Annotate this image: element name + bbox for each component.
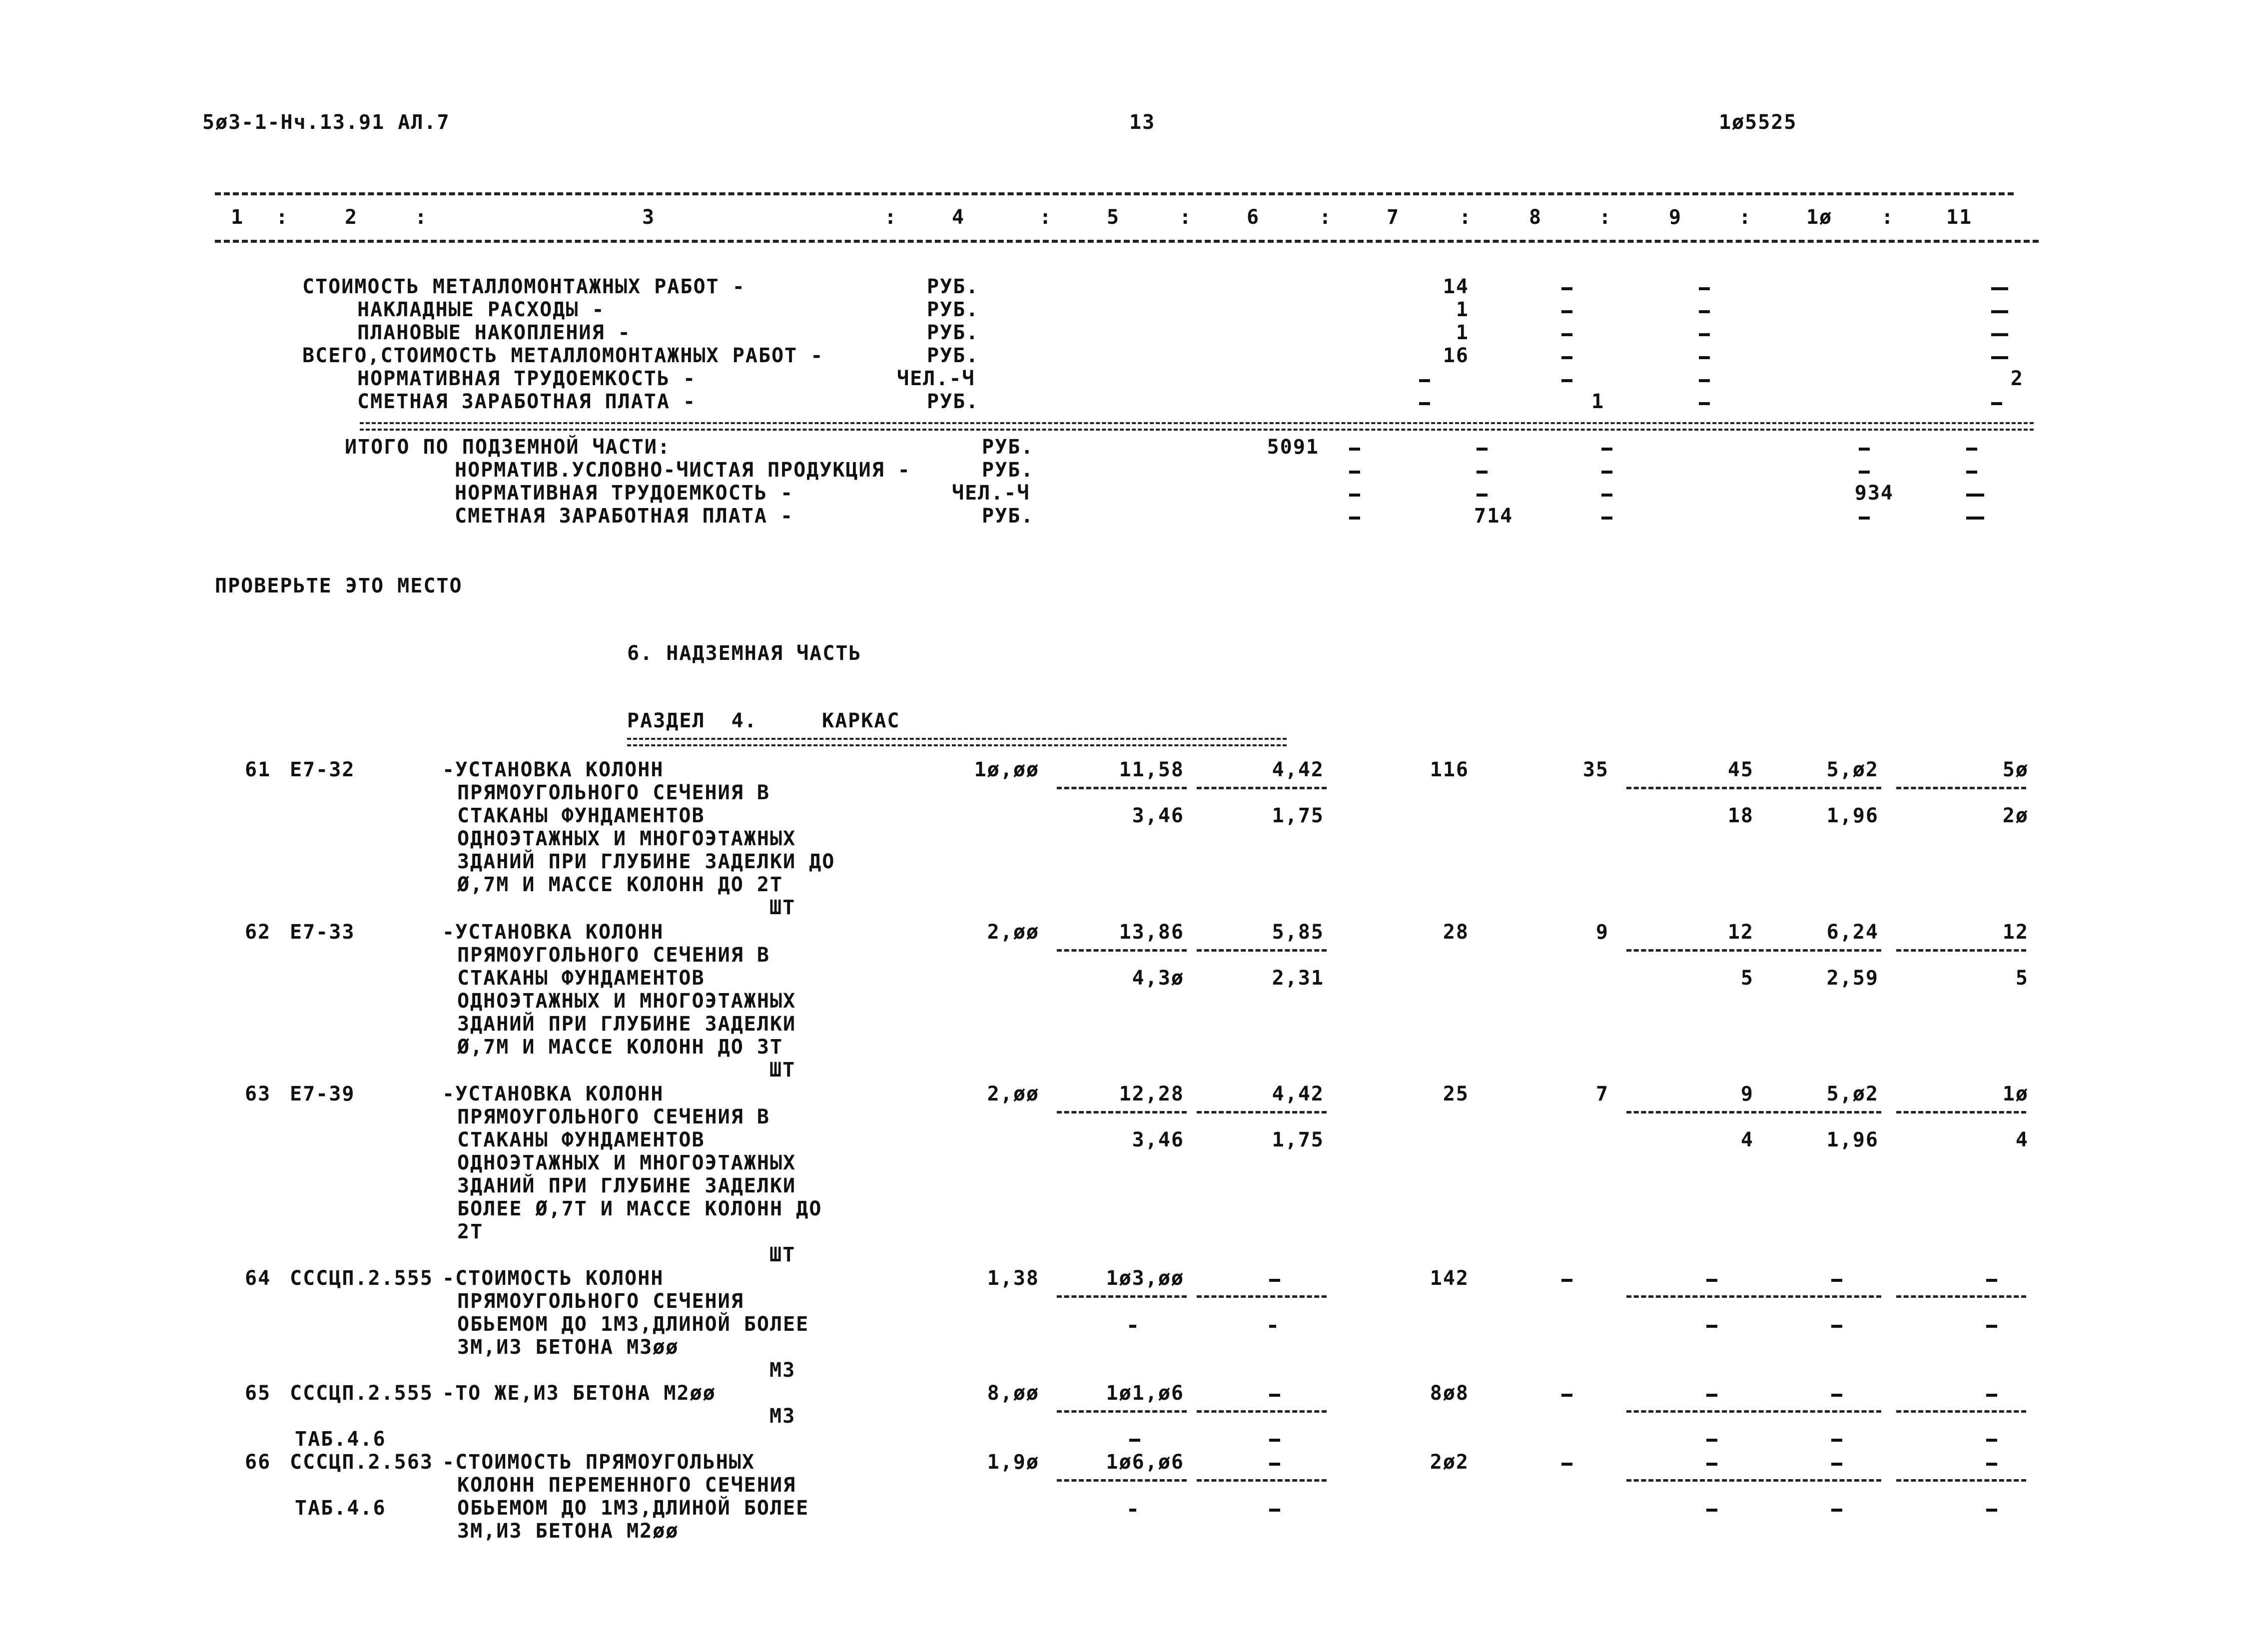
fraction-line: [1751, 949, 1881, 952]
item-c6: 5,85: [1272, 921, 1324, 944]
fraction-line: [1057, 1479, 1187, 1482]
fraction-line: [1197, 1410, 1327, 1413]
fraction-line: [1896, 1295, 2026, 1298]
item-desc-line: 3М,ИЗ БЕТОНА М2øø: [457, 1520, 679, 1543]
total-row-value: 714: [1474, 505, 1513, 528]
item-c6: 4,42: [1272, 1083, 1324, 1105]
section-number: РАЗДЕЛ 4.: [627, 709, 757, 732]
fraction-line: [1197, 787, 1327, 789]
metal-row-value: 1: [1456, 298, 1469, 321]
item-unit: М3: [769, 1359, 796, 1382]
item-c8: 9: [1595, 921, 1609, 944]
fraction-line: [1896, 787, 2026, 789]
item-c11: 1ø: [2002, 1083, 2029, 1105]
total-row-label: НОРМАТИВНАЯ ТРУДОЕМКОСТЬ -: [455, 482, 794, 505]
item-desc-line: ПРЯМОУГОЛЬНОГО СЕЧЕНИЯ В: [457, 944, 770, 967]
item-c5: 1ø1,ø6: [1106, 1382, 1184, 1405]
fraction-line: [1057, 1295, 1187, 1298]
item-desc-line: -УСТАНОВКА КОЛОНН: [442, 921, 664, 944]
total-row-unit: РУБ.: [982, 505, 1034, 528]
col-1: 1: [231, 206, 244, 229]
item-desc-line: ПРЯМОУГОЛЬНОГО СЕЧЕНИЯ: [457, 1290, 744, 1313]
col-sep: :: [1459, 206, 1473, 229]
item-desc-line: -СТОИМОСТЬ КОЛОНН: [442, 1267, 664, 1290]
item-desc-line: Ø,7М И МАССЕ КОЛОНН ДО 3Т: [457, 1036, 783, 1059]
fraction-line: [1896, 949, 2026, 952]
item-code: СССЦП.2.555: [290, 1382, 433, 1405]
fraction-line: [1057, 949, 1187, 952]
item-c5: 11,58: [1119, 758, 1184, 781]
fraction-line: [1197, 1295, 1327, 1298]
col-sep: :: [884, 206, 898, 229]
item-c8: 7: [1595, 1083, 1609, 1105]
section-rule: [627, 744, 1287, 746]
item-c5: 12,28: [1119, 1083, 1184, 1105]
item-desc-line: -УСТАНОВКА КОЛОНН: [442, 1083, 664, 1105]
document-code: 5ø3-1-Нч.13.91 АЛ.7: [202, 111, 450, 134]
metal-row-value: 1: [1591, 390, 1605, 413]
item-code: СССЦП.2.563: [290, 1451, 433, 1474]
table-reference: ТАБ.4.6: [295, 1428, 386, 1451]
metal-row-value: 14: [1443, 275, 1469, 298]
part-title: 6. НАДЗЕМНАЯ ЧАСТЬ: [627, 642, 862, 665]
item-c10: 5,ø2: [1826, 1083, 1879, 1105]
item-qty: 1,38: [987, 1267, 1039, 1290]
item-c7: 116: [1430, 758, 1469, 781]
fraction-line: [1626, 949, 1756, 952]
total-value: 5091: [1267, 436, 1319, 459]
item-unit: ШТ: [769, 1243, 796, 1266]
item-c7: 28: [1443, 921, 1469, 944]
table-reference: ТАБ.4.6: [295, 1497, 386, 1520]
col-4: 4: [952, 206, 965, 229]
item-qty: 2,øø: [987, 921, 1039, 944]
item-code: Е7-39: [290, 1083, 355, 1105]
item-desc-line: 3М,ИЗ БЕТОНА М3øø: [457, 1336, 679, 1359]
item-c9b: 5: [1740, 967, 1754, 990]
item-c5b: 4,3ø: [1132, 967, 1184, 990]
fraction-line: [1057, 1111, 1187, 1113]
col-7: 7: [1387, 206, 1400, 229]
col-8: 8: [1529, 206, 1542, 229]
header-rule-top: [215, 192, 2014, 195]
item-c10b: 2,59: [1826, 967, 1879, 990]
item-c10: 5,ø2: [1826, 758, 1879, 781]
item-number: 65: [245, 1382, 271, 1405]
col-sep: :: [415, 206, 428, 229]
metal-row-label: НАКЛАДНЫЕ РАСХОДЫ -: [357, 298, 605, 321]
col-sep: :: [1739, 206, 1752, 229]
col-sep: :: [276, 206, 289, 229]
item-c11b: 2ø: [2002, 804, 2029, 827]
item-code: СССЦП.2.555: [290, 1267, 433, 1290]
fraction-line: [1057, 1410, 1187, 1413]
item-desc-line: ЗДАНИЙ ПРИ ГЛУБИНЕ ЗАДЕЛКИ: [457, 1013, 796, 1036]
metal-row-unit: ЧЕЛ.-Ч: [897, 367, 975, 390]
item-c10b: 1,96: [1826, 1128, 1879, 1151]
item-c11b: 4: [2015, 1128, 2029, 1151]
item-c9: 12: [1727, 921, 1754, 944]
item-c6b: 2,31: [1272, 967, 1324, 990]
item-c7: 25: [1443, 1083, 1469, 1105]
subtotal-rule: [360, 429, 2034, 431]
item-desc-line: СТАКАНЫ ФУНДАМЕНТОВ: [457, 804, 705, 827]
fraction-line: [1057, 787, 1187, 789]
metal-row-label: ПЛАНОВЫЕ НАКОПЛЕНИЯ -: [357, 321, 631, 344]
item-unit: ШТ: [769, 896, 796, 919]
subtotal-rule: [360, 422, 2034, 424]
fraction-line: [1626, 1295, 1756, 1298]
item-c10: 6,24: [1826, 921, 1879, 944]
page-number: 13: [1129, 111, 1156, 134]
metal-row-value: 16: [1443, 344, 1469, 367]
col-sep: :: [1599, 206, 1612, 229]
item-desc-line: ПРЯМОУГОЛЬНОГО СЕЧЕНИЯ В: [457, 1105, 770, 1128]
item-desc-line: ОБЬЕМОМ ДО 1М3,ДЛИНОЙ БОЛЕЕ: [457, 1497, 809, 1520]
item-number: 62: [245, 921, 271, 944]
item-desc-line: СТАКАНЫ ФУНДАМЕНТОВ: [457, 1128, 705, 1151]
check-note: ПРОВЕРЬТЕ ЭТО МЕСТО: [215, 574, 463, 597]
header-rule-bottom: [215, 240, 2039, 243]
col-10: 1ø: [1806, 206, 1833, 229]
item-desc-line: ОБЬЕМОМ ДО 1М3,ДЛИНОЙ БОЛЕЕ: [457, 1313, 809, 1336]
fraction-line: [1751, 787, 1881, 789]
item-c9b: 4: [1740, 1128, 1754, 1151]
sheet-number: 1ø5525: [1719, 111, 1797, 134]
col-2: 2: [345, 206, 358, 229]
total-row-value: 934: [1854, 482, 1894, 505]
col-11: 11: [1946, 206, 1973, 229]
fraction-line: [1197, 1479, 1327, 1482]
fraction-line: [1896, 1111, 2026, 1113]
item-desc-line: КОЛОНН ПЕРЕМЕННОГО СЕЧЕНИЯ: [457, 1474, 796, 1497]
item-c6b: 1,75: [1272, 804, 1324, 827]
item-c7: 2ø2: [1430, 1451, 1469, 1474]
fraction-line: [1751, 1295, 1881, 1298]
item-c8: 35: [1582, 758, 1609, 781]
item-c11b: 5: [2015, 967, 2029, 990]
fraction-line: [1896, 1479, 2026, 1482]
item-desc-line: ЗДАНИЙ ПРИ ГЛУБИНЕ ЗАДЕЛКИ ДО: [457, 850, 835, 873]
item-number: 63: [245, 1083, 271, 1105]
item-qty: 1ø,øø: [974, 758, 1039, 781]
section-name: КАРКАС: [822, 709, 900, 732]
metal-row-label: ВСЕГО,СТОИМОСТЬ МЕТАЛЛОМОНТАЖНЫХ РАБОТ -: [302, 344, 824, 367]
total-unit: РУБ.: [982, 436, 1034, 459]
total-title: ИТОГО ПО ПОДЗЕМНОЙ ЧАСТИ:: [345, 436, 671, 459]
item-code: Е7-33: [290, 921, 355, 944]
total-row-unit: РУБ.: [982, 459, 1034, 482]
fraction-line: [1626, 787, 1756, 789]
item-number: 61: [245, 758, 271, 781]
item-code: Е7-32: [290, 758, 355, 781]
item-c5b: 3,46: [1132, 1128, 1184, 1151]
metal-row-label: СТОИМОСТЬ МЕТАЛЛОМОНТАЖНЫХ РАБОТ -: [302, 275, 746, 298]
col-sep: :: [1179, 206, 1193, 229]
metal-row-unit: РУБ.: [927, 344, 979, 367]
item-c5: 13,86: [1119, 921, 1184, 944]
item-desc-line: СТАКАНЫ ФУНДАМЕНТОВ: [457, 967, 705, 990]
item-qty: 1,9ø: [987, 1451, 1039, 1474]
fraction-line: [1896, 1410, 2026, 1413]
metal-row-value: 1: [1456, 321, 1469, 344]
item-c7: 142: [1430, 1267, 1469, 1290]
metal-row-unit: РУБ.: [927, 390, 979, 413]
total-row-unit: ЧЕЛ.-Ч: [952, 482, 1030, 505]
item-number: 66: [245, 1451, 271, 1474]
item-c11: 5ø: [2002, 758, 2029, 781]
metal-row-value: 2: [2010, 367, 2024, 390]
item-desc-line: -СТОИМОСТЬ ПРЯМОУГОЛЬНЫХ: [442, 1451, 755, 1474]
item-number: 64: [245, 1267, 271, 1290]
metal-row-label: НОРМАТИВНАЯ ТРУДОЕМКОСТЬ -: [357, 367, 697, 390]
item-c7: 8ø8: [1430, 1382, 1469, 1405]
item-c9b: 18: [1727, 804, 1754, 827]
item-desc-line: БОЛЕЕ Ø,7Т И МАССЕ КОЛОНН ДО: [457, 1197, 822, 1220]
fraction-line: [1626, 1479, 1756, 1482]
total-row-label: СМЕТНАЯ ЗАРАБОТНАЯ ПЛАТА -: [455, 505, 794, 528]
item-unit: М3: [769, 1405, 796, 1428]
item-desc-line: ЗДАНИЙ ПРИ ГЛУБИНЕ ЗАДЕЛКИ: [457, 1174, 796, 1197]
item-desc-line: -ТО ЖЕ,ИЗ БЕТОНА М2øø: [442, 1382, 716, 1405]
item-c11: 12: [2002, 921, 2029, 944]
col-3: 3: [642, 206, 656, 229]
total-row-label: НОРМАТИВ.УСЛОВНО-ЧИСТАЯ ПРОДУКЦИЯ -: [455, 459, 911, 482]
item-qty: 8,øø: [987, 1382, 1039, 1405]
fraction-line: [1626, 1111, 1756, 1113]
col-6: 6: [1247, 206, 1260, 229]
item-desc-line: -УСТАНОВКА КОЛОНН: [442, 758, 664, 781]
fraction-line: [1751, 1479, 1881, 1482]
item-c10b: 1,96: [1826, 804, 1879, 827]
item-c5: 1ø3,øø: [1106, 1267, 1184, 1290]
metal-row-unit: РУБ.: [927, 298, 979, 321]
fraction-line: [1197, 949, 1327, 952]
metal-row-unit: РУБ.: [927, 275, 979, 298]
item-c9: 45: [1727, 758, 1754, 781]
item-desc-line: ОДНОЭТАЖНЫХ И МНОГОЭТАЖНЫХ: [457, 1151, 796, 1174]
fraction-line: [1626, 1410, 1756, 1413]
item-desc-line: ОДНОЭТАЖНЫХ И МНОГОЭТАЖНЫХ: [457, 827, 796, 850]
col-sep: :: [1319, 206, 1333, 229]
fraction-line: [1197, 1111, 1327, 1113]
fraction-line: [1751, 1410, 1881, 1413]
item-desc-line: ПРЯМОУГОЛЬНОГО СЕЧЕНИЯ В: [457, 781, 770, 804]
item-unit: ШТ: [769, 1059, 796, 1082]
item-desc-line: 2Т: [457, 1220, 484, 1243]
item-c6b: 1,75: [1272, 1128, 1324, 1151]
item-c5: 1ø6,ø6: [1106, 1451, 1184, 1474]
col-5: 5: [1107, 206, 1120, 229]
item-c6: 4,42: [1272, 758, 1324, 781]
item-desc-line: ОДНОЭТАЖНЫХ И МНОГОЭТАЖНЫХ: [457, 990, 796, 1013]
metal-row-unit: РУБ.: [927, 321, 979, 344]
item-desc-line: Ø,7М И МАССЕ КОЛОНН ДО 2Т: [457, 873, 783, 896]
item-c5b: 3,46: [1132, 804, 1184, 827]
fraction-line: [1751, 1111, 1881, 1113]
metal-row-label: СМЕТНАЯ ЗАРАБОТНАЯ ПЛАТА -: [357, 390, 697, 413]
item-qty: 2,øø: [987, 1083, 1039, 1105]
col-sep: :: [1881, 206, 1895, 229]
item-c9: 9: [1740, 1083, 1754, 1105]
col-9: 9: [1669, 206, 1682, 229]
col-sep: :: [1039, 206, 1053, 229]
section-rule: [627, 738, 1287, 740]
